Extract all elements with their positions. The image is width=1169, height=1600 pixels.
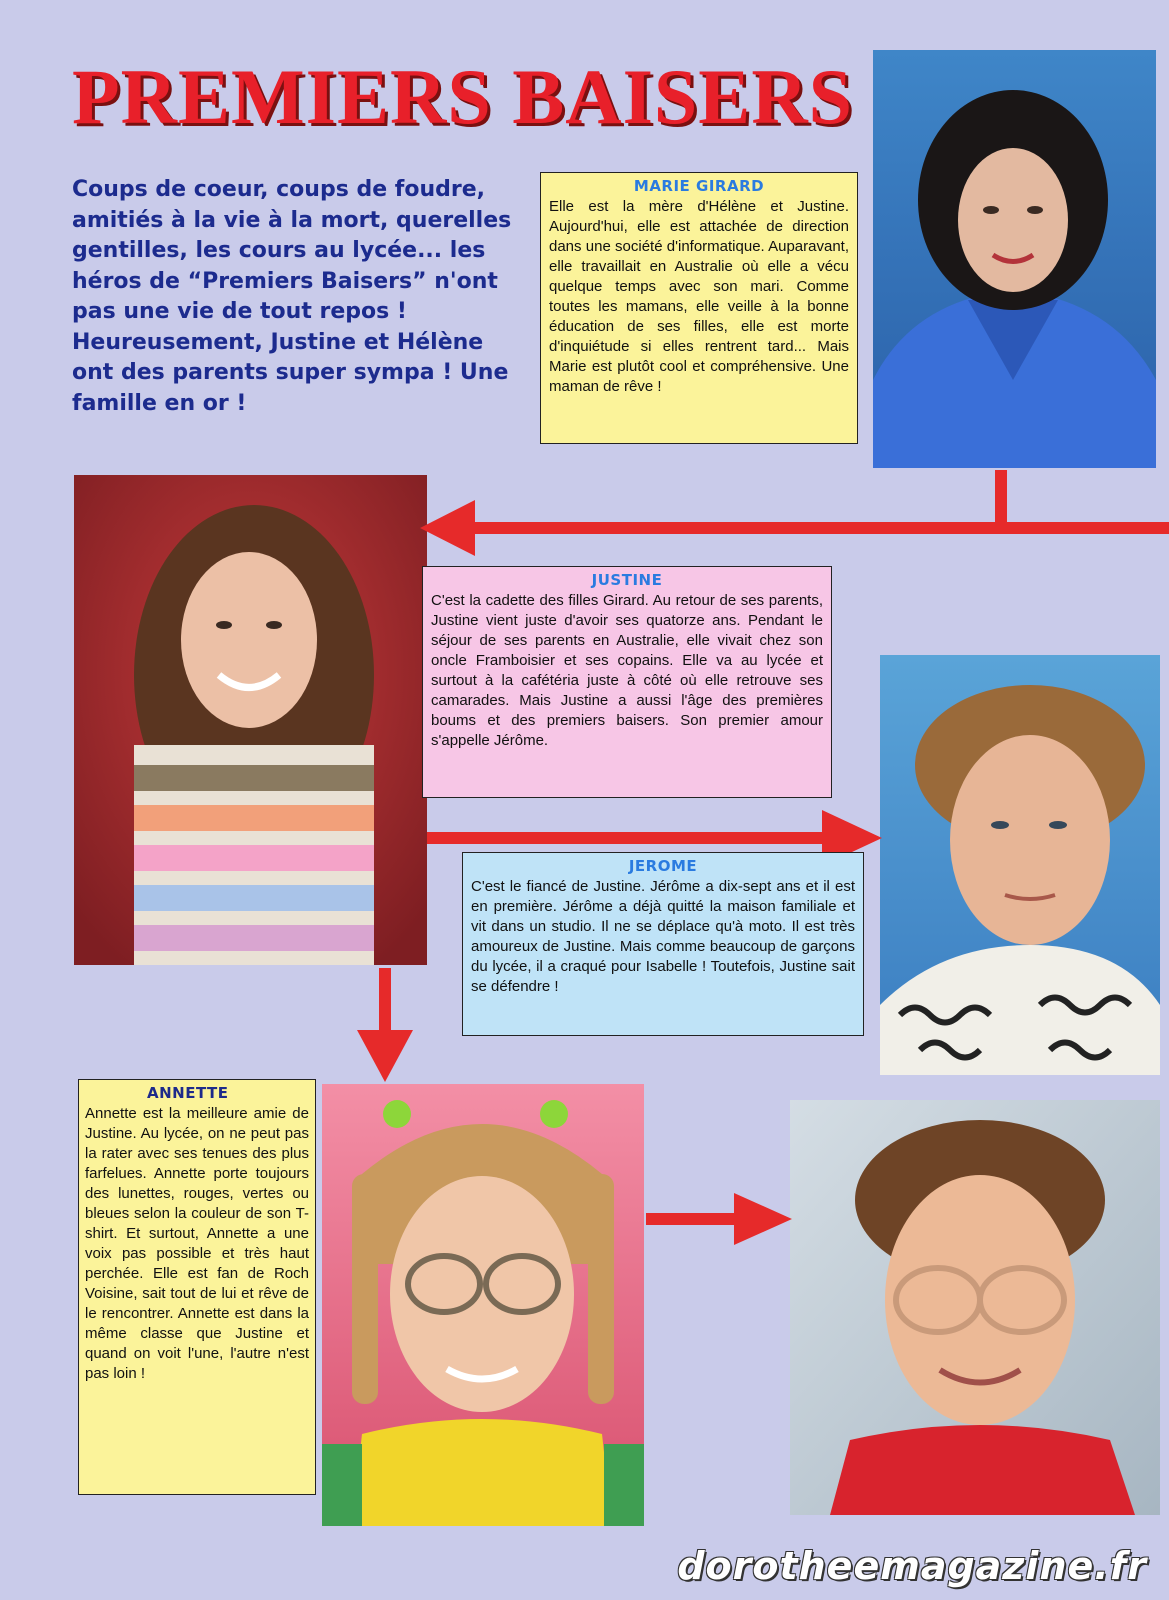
bio-annette-text: Annette est la meilleure amie de Justine. Au lycée, on ne peut pas la rater avec ses tenues des plus farfelues. Annette porte toujours des lunettes, rouges, vertes ou bleues selon la couleur de son T-shirt. Et surtout, Annette a une voix pas possible et très haut perchée. Elle est fan de Roch Voisine, sait tout de lui et rêve de le rencontrer. Annette est dans la même classe que Justine et quand on voit l'une, l'autre n'est pas loin ! xyxy=(85,1105,309,1382)
bio-jerome xyxy=(462,852,864,1036)
bio-marie-name: MARIE GIRARD xyxy=(633,177,765,195)
page-title: PREMIERS BAISERS xyxy=(72,53,854,140)
photo-jerome xyxy=(880,655,1160,1075)
photo-marie-girard xyxy=(873,50,1156,468)
bio-annette-name: ANNETTE xyxy=(147,1084,229,1102)
arrow-to-annette xyxy=(357,1030,413,1082)
photo-boy-glasses xyxy=(790,1100,1160,1515)
photo-justine xyxy=(74,475,427,965)
bio-jerome-name: JEROME xyxy=(628,857,698,875)
bio-justine xyxy=(422,566,832,798)
photo-annette xyxy=(322,1084,644,1526)
bio-marie-text: Elle est la mère d'Hélène et Justine. Aujourd'hui, elle est attachée de direction dans une société d'informatique. Auparavant, elle travaillait en Australie où elle a vécu quelque temps avec son mari. Comme toutes les mamans, elle veille à la bonne éducation de ses filles, elle est morte d'inquiétude si elles rentrent tard... Mais Marie est plutôt cool et compréhensive. Une maman de rêve ! xyxy=(549,198,849,395)
bio-jerome-text: C'est le fiancé de Justine. Jérôme a dix-sept ans et il est en première. Jérôme a déjà quitté la maison familiale et vit dans un studio. Il ne se déplace qu'à moto. Il est très amoureux de Justine. Mais comme beaucoup de garçons du lycée, il a craqué pour Isabelle ! Toutefois, Justine sait se défendre ! xyxy=(471,878,855,995)
bio-marie-girard xyxy=(540,172,858,444)
arrow-to-boy xyxy=(734,1193,792,1245)
bio-justine-name: JUSTINE xyxy=(591,571,663,589)
bio-annette xyxy=(78,1079,316,1495)
arrow-to-justine xyxy=(420,500,475,556)
bio-justine-text: C'est la cadette des filles Girard. Au retour de ses parents, Justine vient juste d'avoir ses quatorze ans. Pendant le séjour de ses parents en Australie, elle vivait chez son oncle Framboisier et ses copains. Elle va au lycée et surtout à la cafétéria juste à côté où elle retrouve ses camarades. Mais Justine a aussi l'âge des premières boums et des premiers baisers. Son premier amour s'appelle Jérôme. xyxy=(431,592,823,749)
intro-paragraph: Coups de coeur, coups de foudre, amitiés à la vie à la mort, querelles gentilles, les cours au lycée... les héros de “Premiers Baisers” n'ont pas une vie de tout repos ! Heureusement, Justine et Hélène ont des parents super sympa ! Une famille en or ! xyxy=(72,177,512,416)
site-watermark: dorotheemagazine.fr xyxy=(677,1544,1147,1588)
